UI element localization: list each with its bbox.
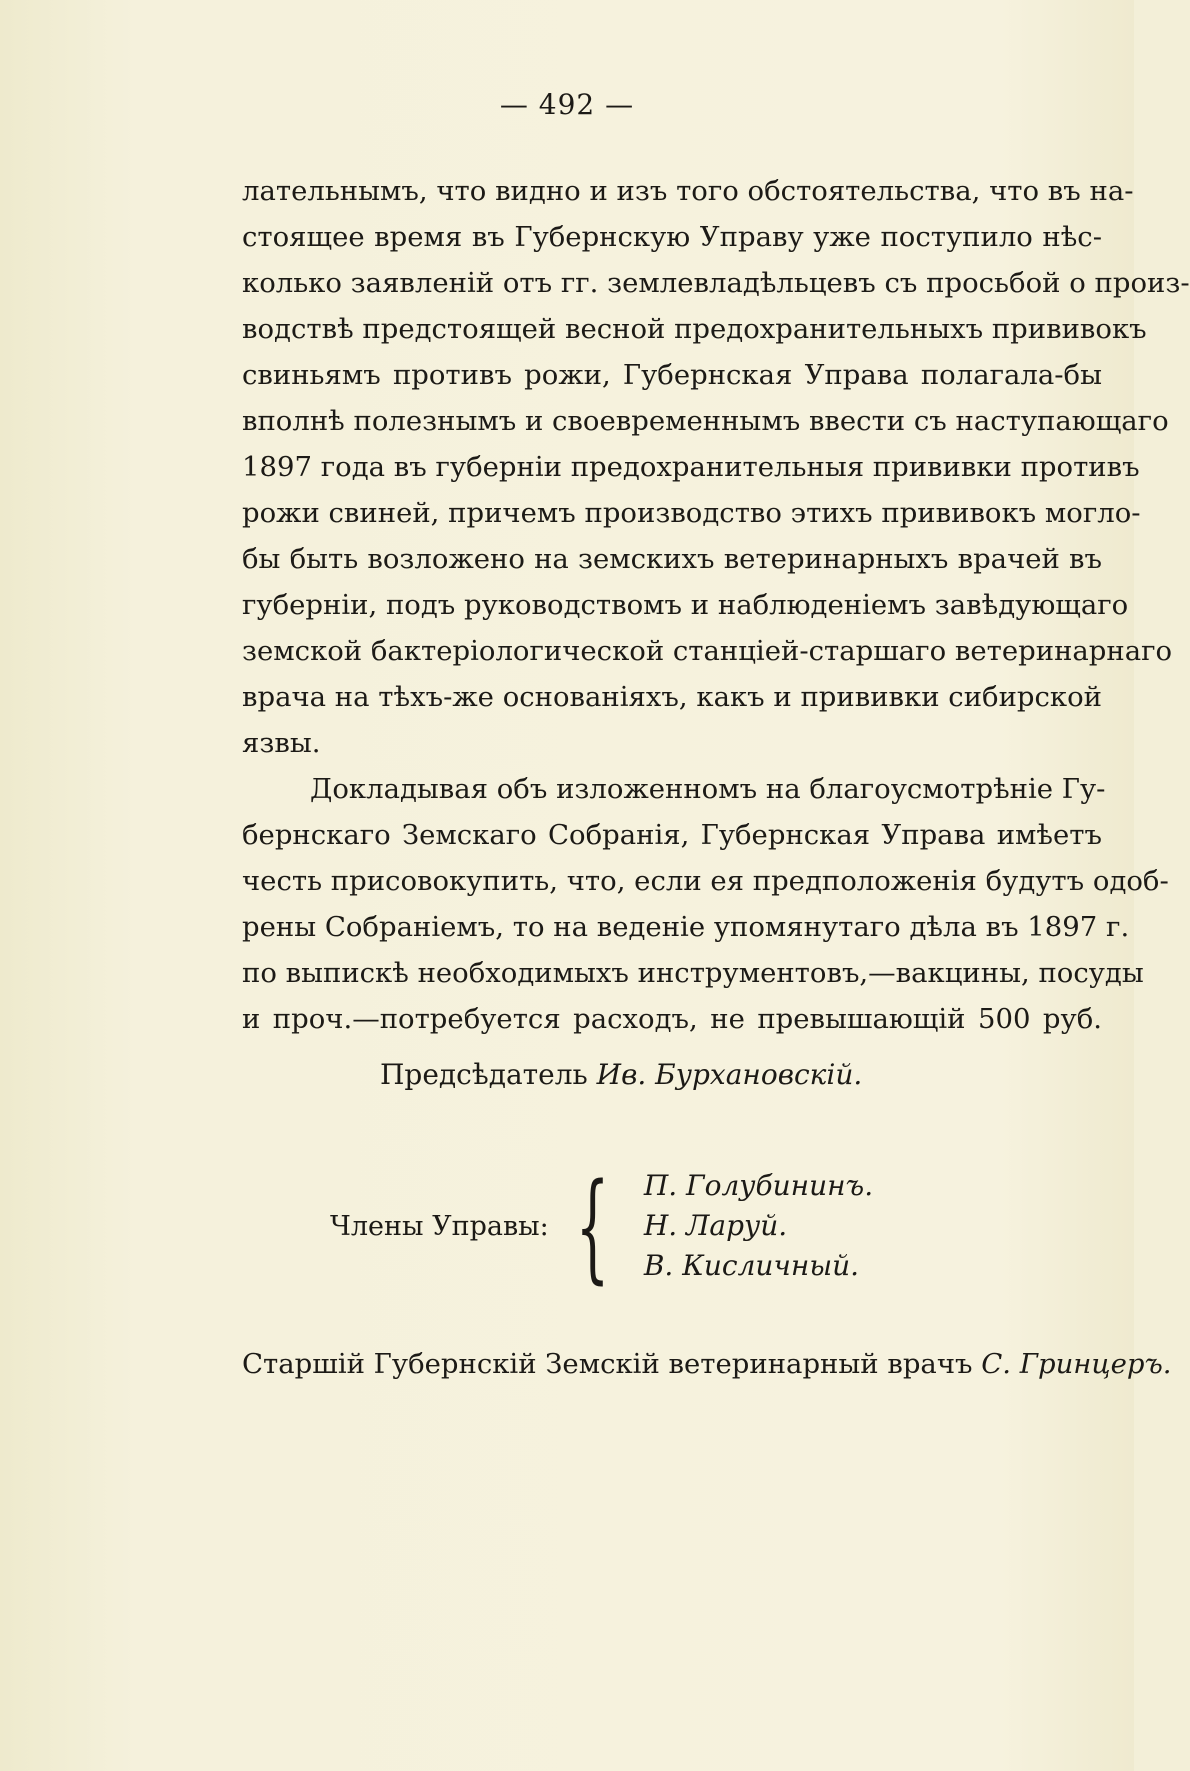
text-line: 1897 года въ губерніи предохранительныя прививки противъ bbox=[242, 451, 1140, 483]
text-line: колько заявленій отъ гг. землевладѣльцевъ съ просьбой о произ- bbox=[242, 267, 1190, 299]
member-name: В. Кисличный. bbox=[643, 1249, 860, 1282]
text-line: язвы. bbox=[242, 727, 321, 759]
text-line: свиньямъ противъ рожи, Губернская Управа полагала-бы bbox=[242, 359, 1102, 391]
text-line: вполнѣ полезнымъ и своевременнымъ ввести съ наступающаго bbox=[242, 405, 1169, 437]
paragraph-1 bbox=[242, 168, 1190, 766]
chairman-title: Предсѣдатель bbox=[380, 1058, 588, 1091]
text-line: по выпискѣ необходимыхъ инструментовъ,—вакцины, посуды bbox=[242, 957, 1144, 989]
chairman-name: Ив. Бурхановскій. bbox=[596, 1058, 863, 1091]
members-list bbox=[644, 1166, 873, 1286]
text-line: честь присовокупить, что, если ея предположенія будутъ одоб- bbox=[242, 865, 1169, 897]
curly-brace: { bbox=[575, 1157, 610, 1295]
body-text bbox=[242, 168, 1190, 1042]
text-line: бернскаго Земскаго Собранія, Губернская Управа имѣетъ bbox=[242, 819, 1102, 851]
text-line: и проч.—потребуется расходъ, не превышающій 500 руб. bbox=[242, 1003, 1102, 1035]
text-line: водствѣ предстоящей весной предохранительныхъ прививокъ bbox=[242, 313, 1147, 345]
chairman-signature bbox=[380, 1058, 862, 1091]
text-line: губерніи, подъ руководствомъ и наблюденіемъ завѣдующаго bbox=[242, 589, 1129, 621]
text-line: лательнымъ, что видно и изъ того обстоятельства, что въ на- bbox=[242, 175, 1134, 207]
text-line: стоящее время въ Губернскую Управу уже поступило нѣс- bbox=[242, 221, 1102, 253]
member-name: П. Голубининъ. bbox=[643, 1169, 874, 1202]
text-line: врача на тѣхъ-же основаніяхъ, какъ и прививки сибирской bbox=[242, 681, 1102, 713]
paragraph-2 bbox=[242, 766, 1169, 1042]
senior-vet-name: С. Гринцеръ. bbox=[981, 1348, 1172, 1380]
page-number: — 492 — bbox=[499, 88, 635, 121]
member-name: Н. Ларуй. bbox=[643, 1209, 788, 1242]
senior-vet-signature bbox=[242, 1348, 1172, 1380]
text-line: Докладывая объ изложенномъ на благоусмотрѣніе Гу- bbox=[310, 773, 1106, 805]
board-members bbox=[330, 1157, 874, 1295]
text-line: земской бактеріологической станціей-старшаго ветеринарнаго bbox=[242, 635, 1173, 667]
text-line: рожи свиней, причемъ производство этихъ прививокъ могло- bbox=[242, 497, 1141, 529]
members-label: Члены Управы: bbox=[330, 1210, 549, 1242]
text-line: бы быть возложено на земскихъ ветеринарныхъ врачей въ bbox=[242, 543, 1102, 575]
text-line: рены Собраніемъ, то на веденіе упомянутаго дѣла въ 1897 г. bbox=[242, 911, 1130, 943]
senior-vet-title: Старшій Губернскій Земскій ветеринарный врачъ bbox=[242, 1348, 973, 1380]
